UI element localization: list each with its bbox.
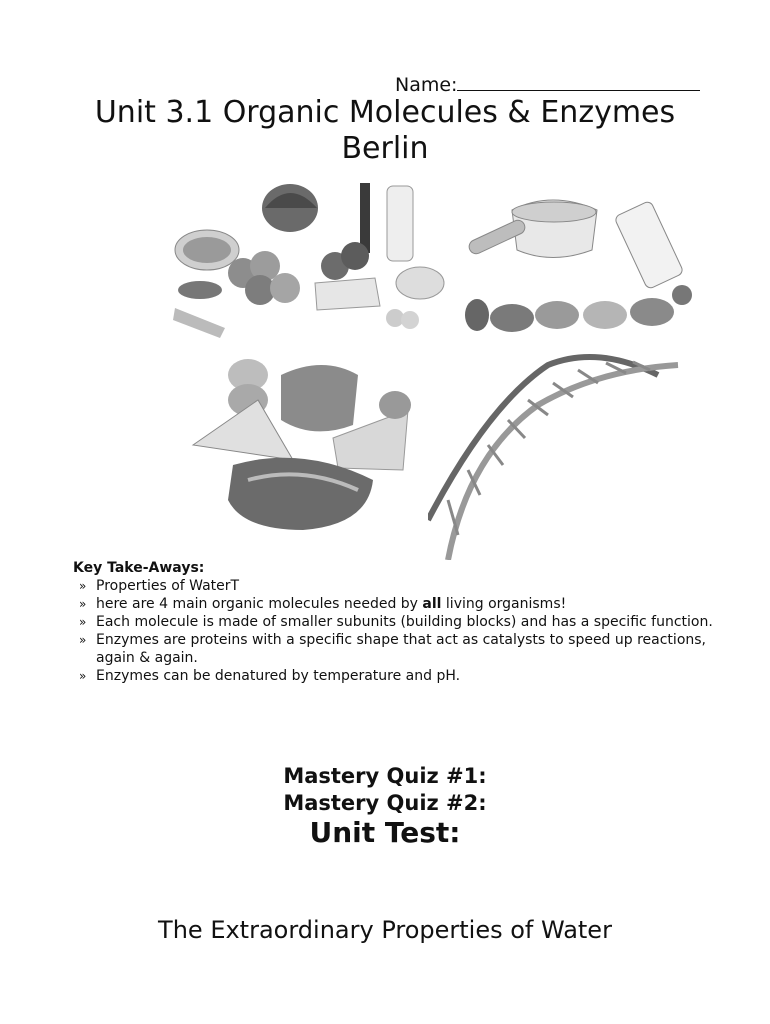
list-item: » Enzymes are proteins with a specific shape that act as catalysts to speed up reactions, again & again. xyxy=(79,632,706,666)
bullet-icon: » xyxy=(79,615,87,629)
name-blank-line[interactable] xyxy=(457,70,700,91)
bullet-icon: » xyxy=(79,597,87,611)
protein-foods-image xyxy=(163,350,425,540)
key-takeaways-list xyxy=(73,577,713,685)
bullet-icon: » xyxy=(79,669,87,683)
list-item: » here are 4 main organic molecules needed by all living organisms! xyxy=(79,596,567,612)
mastery-quiz-2-label: Mastery Quiz #2: xyxy=(283,791,487,815)
list-item: » Properties of WaterT xyxy=(79,578,240,594)
list-item: » Enzymes can be denatured by temperature and pH. xyxy=(79,668,461,684)
list-item: » Each molecule is made of smaller subunits (building blocks) and has a specific function. xyxy=(79,614,713,630)
mastery-quiz-1-label: Mastery Quiz #1: xyxy=(283,764,487,788)
lipids-foods-image xyxy=(457,190,700,340)
key-takeaways-heading: Key Take-Aways: xyxy=(73,560,205,576)
unit-test-label: Unit Test: xyxy=(309,816,461,849)
dna-helix-image xyxy=(428,345,690,560)
page-title: Unit 3.1 Organic Molecules & Enzymes xyxy=(94,95,676,130)
bullet-icon: » xyxy=(79,579,87,593)
bullet-icon: » xyxy=(79,633,87,647)
key-takeaways xyxy=(73,559,713,685)
name-field xyxy=(395,70,700,96)
page-subtitle-teacher: Berlin xyxy=(341,131,429,166)
name-label: Name: xyxy=(395,74,458,96)
emphasis-text: all xyxy=(422,596,442,612)
section-title: The Extraordinary Properties of Water xyxy=(158,916,612,944)
carbohydrate-foods-image xyxy=(165,178,455,348)
